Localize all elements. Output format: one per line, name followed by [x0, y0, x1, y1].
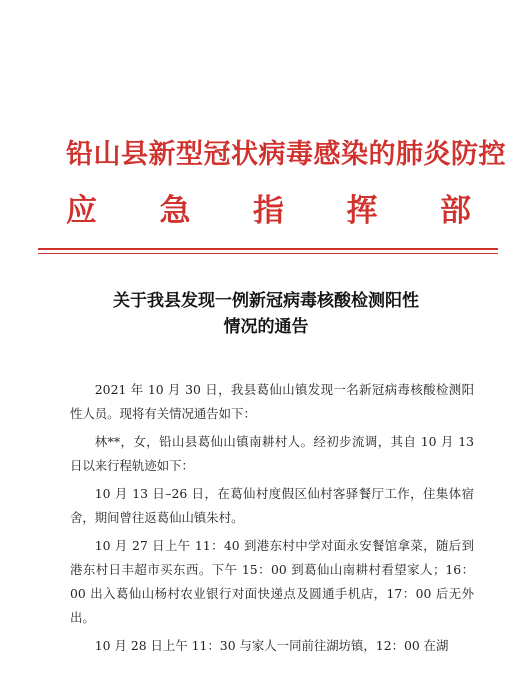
authority-char: 应: [66, 193, 97, 229]
body-paragraph: 10 月 13 日–26 日，在葛仙村度假区仙村客驿餐厅工作，住集体宿舍，期间曾往返葛仙山镇朱村。: [70, 486, 474, 525]
notice-body: [70, 378, 474, 662]
header-divider-thick: [38, 248, 498, 250]
notice-title-line1: 关于我县发现一例新冠病毒核酸检测阳性: [113, 291, 419, 311]
body-paragraph: 10 月 27 日上午 11：40 到港东村中学对面永安餐馆拿菜，随后到港东村日丰超市买东西。下午 15：00 到葛仙山南耕村看望家人；16：00 出入葛仙山杨村农业银行对面快递点及圆通手机店，17：00 后无外出。: [70, 538, 474, 625]
authority-char: 挥: [346, 193, 378, 229]
authority-char: 部: [440, 193, 471, 229]
header-divider-thin: [38, 253, 498, 254]
issuing-authority-line2: [66, 185, 471, 230]
authority-char: 急: [159, 193, 191, 229]
issuing-authority-line1: 铅山县新型冠状病毒感染的肺炎防控: [66, 139, 506, 170]
body-paragraph: 2021 年 10 月 30 日，我县葛仙山镇发现一名新冠病毒核酸检测阳性人员。现将有关情况通告如下：: [70, 382, 474, 421]
body-paragraph: 林**，女，铅山县葛仙山镇南耕村人。经初步流调，其自 10 月 13 日以来行程轨迹如下：: [70, 434, 474, 473]
notice-title-line2: 情况的通告: [223, 317, 309, 337]
notice-title: [40, 288, 492, 340]
authority-char: 指: [253, 193, 284, 229]
body-paragraph: 10 月 28 日上午 11：30 与家人一同前往湖坊镇，12：00 在湖: [94, 638, 449, 653]
